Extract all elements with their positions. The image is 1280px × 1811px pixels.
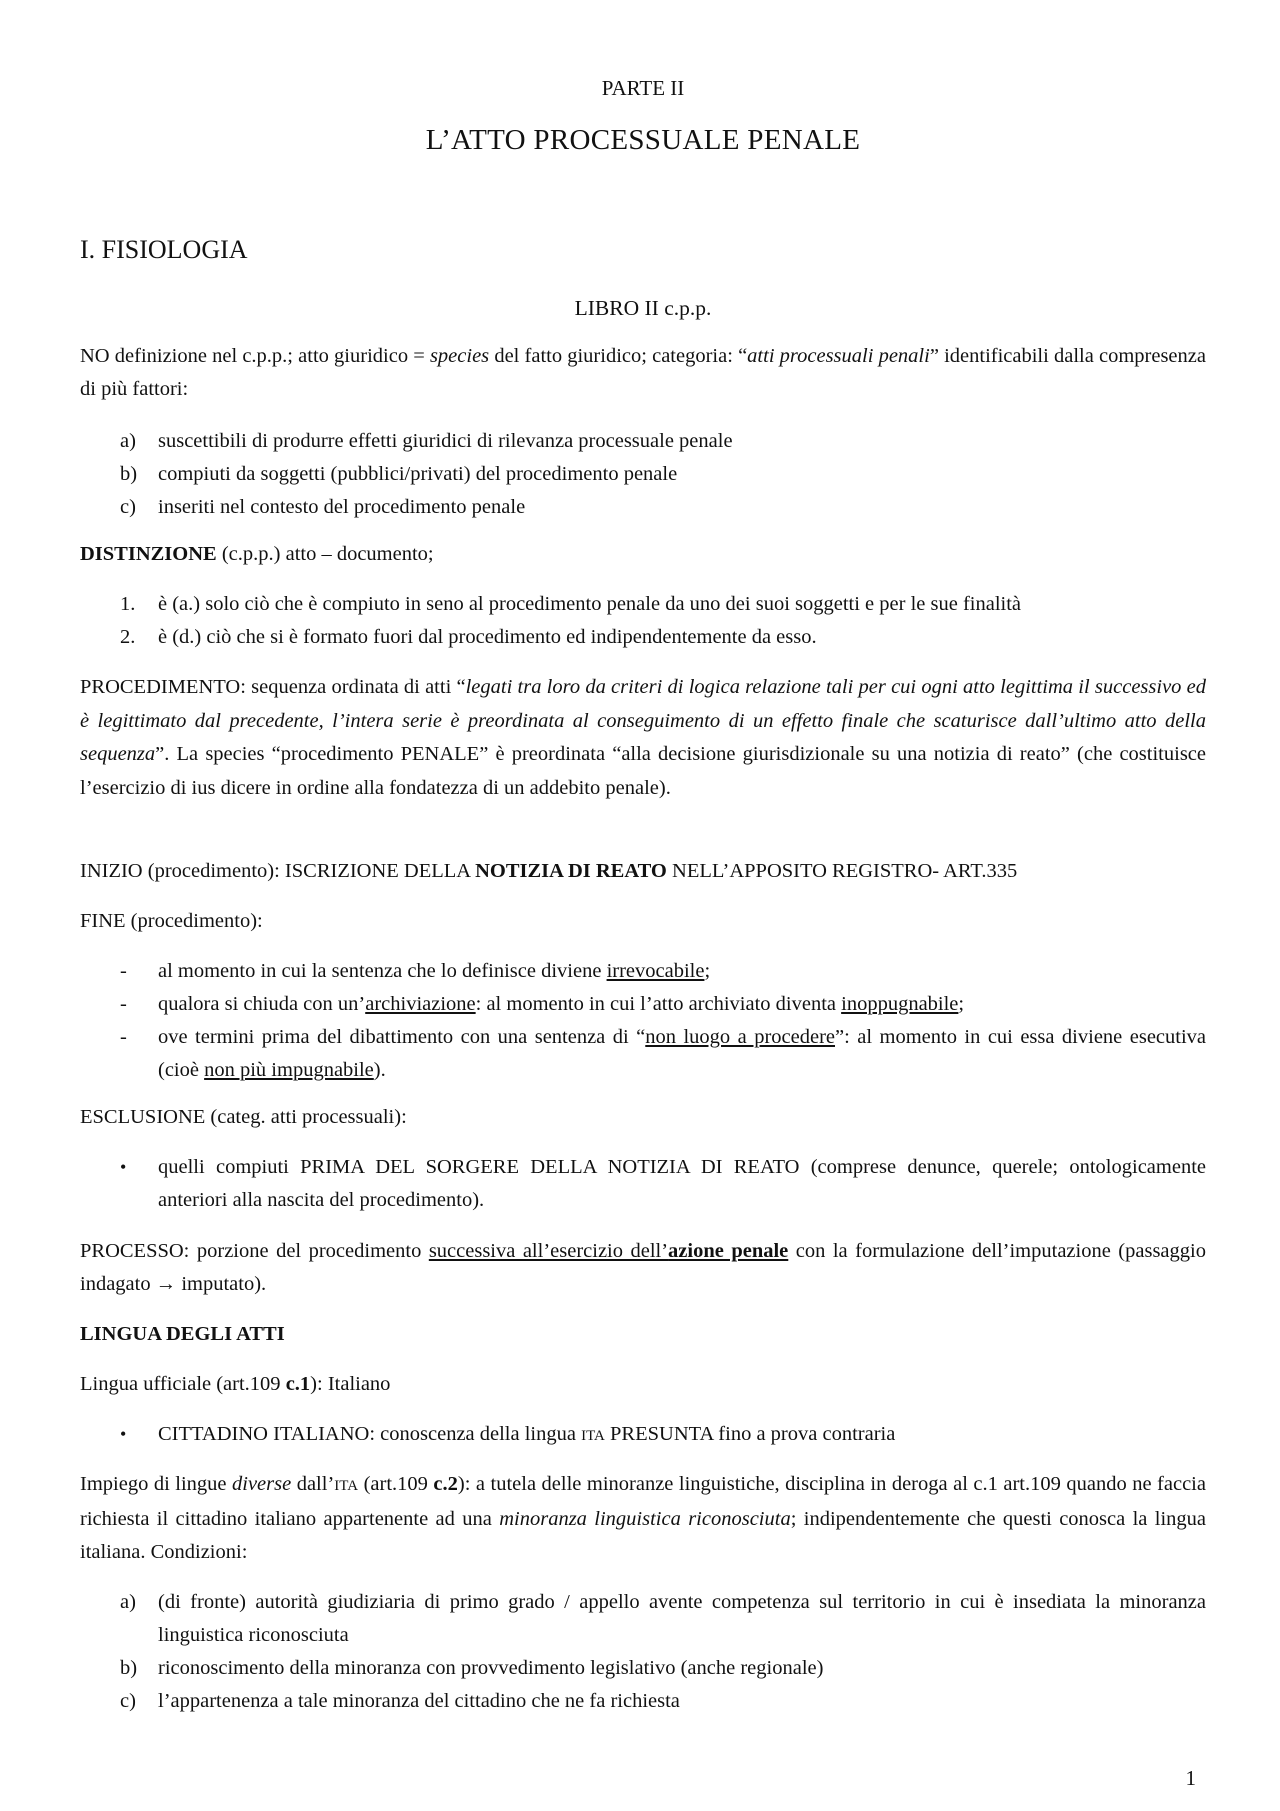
language-heading: LINGUA DEGLI ATTI — [80, 1323, 285, 1345]
part-label: PARTE II — [601, 76, 685, 100]
end-list — [80, 955, 1206, 1087]
list-item: 2. è (d.) ciò che si è formato fuori dal procedimento ed indipendentemente da esso. — [120, 626, 817, 648]
list-item: • CITTADINO ITALIANO: conoscenza della lingua ITA PRESUNTA fino a prova contraria — [120, 1423, 896, 1445]
procedure-paragraph: PROCEDIMENTO: sequenza ordinata di atti “legati tra loro da criteri di logica relazione tali per cui ogni atto legittima il successivo ed è legittimato dal precedente, l’intera serie è preordinata al conseguimento di un effetto finale che scaturisce dall’ultimo atto della sequenza”. La species “procedimento PENALE” è preordinata “alla decisione giurisdizionale su una notizia di reato” (che costituisce l’esercizio di ius dicere in ordine alla fondatezza di un addebito penale). — [80, 676, 1207, 799]
list-item: - qualora si chiuda con un’archiviazione: al momento in cui l’atto archiviato diventa inoppugnabile; — [120, 993, 965, 1015]
page-number: 1 — [1185, 1766, 1196, 1790]
minority-language-paragraph: Impiego di lingue diverse dall’ITA (art.109 c.2): a tutela delle minoranze linguistiche, disciplina in deroga al c.1 art.109 quando ne faccia richiesta il cittadino italiano appartenente ad una minoranza linguistica riconosciuta; indipendentemente che questi conosca la lingua italiana. Condizioni: — [80, 1473, 1206, 1563]
list-item: - ove termini prima del dibattimento con una sentenza di “non luogo a procedere”: al momento in cui essa diviene esecutiva (cioè non più impugnabile). — [120, 1026, 1207, 1081]
list-item: - al momento in cui la sentenza che lo definisce diviene irrevocabile; — [120, 960, 711, 982]
official-language-line: Lingua ufficiale (art.109 c.1): Italiano — [80, 1373, 391, 1395]
start-paragraph: INIZIO (procedimento): ISCRIZIONE DELLA NOTIZIA DI REATO NELL’APPOSITO REGISTRO- ART.335 — [80, 860, 1018, 882]
exclusion-list — [80, 1151, 1206, 1217]
distinction-paragraph: DISTINZIONE (c.p.p.) atto – documento; — [80, 543, 434, 565]
distinction-list — [80, 588, 1206, 654]
list-item: a) (di fronte) autorità giudiziaria di primo grado / appello avente competenza sul territorio in cui è insediata la minoranza linguistica riconosciuta — [120, 1591, 1206, 1646]
list-item: b) compiuti da soggetti (pubblici/privati) del procedimento penale — [120, 463, 678, 485]
list-item: b) riconoscimento della minoranza con provvedimento legislativo (anche regionale) — [120, 1657, 824, 1679]
document-title: L’ATTO PROCESSUALE PENALE — [425, 124, 861, 156]
factors-list — [80, 425, 1206, 524]
end-label: FINE (procedimento): — [80, 910, 263, 932]
definition-paragraph: NO definizione nel c.p.p.; atto giuridico = species del fatto giuridico; categoria: “atti processuali penali” identificabili dalla compresenza di più fattori: — [80, 345, 1206, 400]
list-item: 1. è (a.) solo ciò che è compiuto in seno al procedimento penale da uno dei suoi soggetti e per le sue finalità — [120, 593, 1022, 615]
list-item: a) suscettibili di produrre effetti giuridici di rilevanza processuale penale — [120, 430, 733, 452]
conditions-list — [80, 1586, 1206, 1718]
list-item: • quelli compiuti PRIMA DEL SORGERE DELLA NOTIZIA DI REATO (comprese denunce, querele; ontologicamente anteriori alla nascita del procedimento). — [120, 1156, 1206, 1211]
book-subheading: LIBRO II c.p.p. — [574, 296, 712, 320]
exclusion-label: ESCLUSIONE (categ. atti processuali): — [80, 1106, 407, 1128]
list-item: c) l’appartenenza a tale minoranza del cittadino che ne fa richiesta — [120, 1690, 680, 1712]
process-paragraph: PROCESSO: porzione del procedimento successiva all’esercizio dell’azione penale con la formulazione dell’imputazione (passaggio indagato → imputato). — [80, 1240, 1206, 1295]
citizen-list — [80, 1418, 1206, 1453]
section-heading: I. FISIOLOGIA — [80, 235, 248, 264]
list-item: c) inseriti nel contesto del procedimento penale — [120, 496, 526, 518]
document-page — [80, 0, 1206, 1811]
